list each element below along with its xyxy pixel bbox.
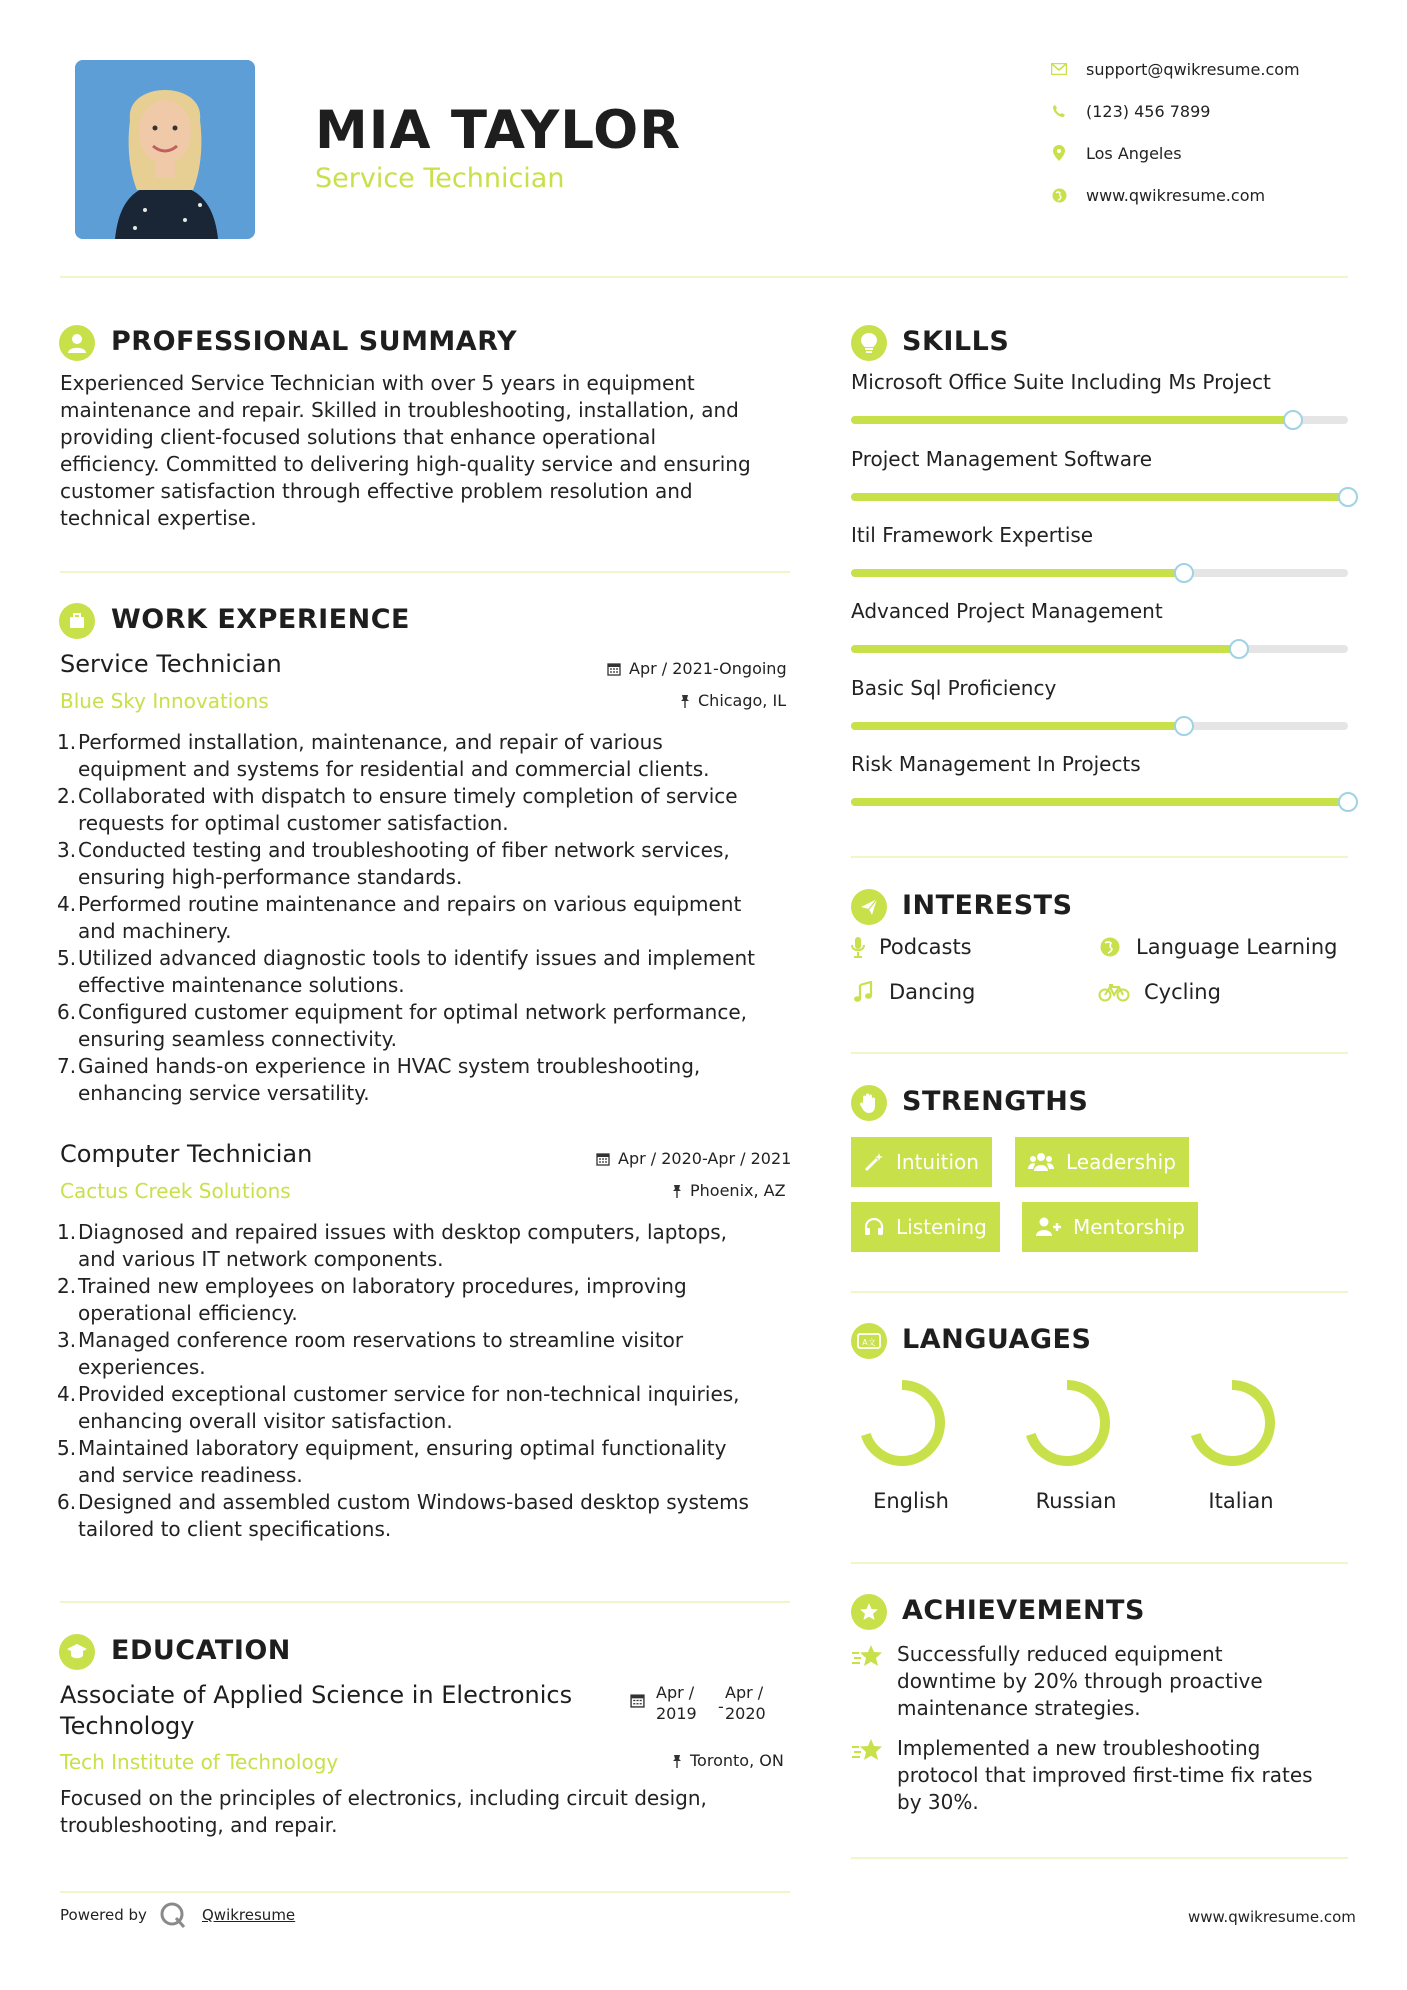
achievements-heading: ACHIEVEMENTS	[902, 1595, 1145, 1626]
language-ring	[1022, 1378, 1112, 1468]
skill-bar-fill	[851, 798, 1348, 806]
contact-email[interactable]	[1050, 57, 1300, 81]
users-icon	[1028, 1152, 1054, 1172]
pin-icon	[672, 1754, 682, 1768]
star-icon	[851, 1641, 887, 1722]
microphone-icon	[851, 935, 865, 959]
contact-location	[1050, 141, 1182, 165]
achievement-item: Implemented a new troubleshooting protocol that improved first-time fix rates by 30%.	[851, 1735, 1357, 1816]
education-description: Focused on the principles of electronics, including circuit design, troubleshooting, and repair.	[60, 1786, 707, 1837]
pin-icon	[672, 1184, 682, 1198]
pin-icon	[680, 694, 690, 708]
achievement-item: Successfully reduced equipment downtime by 20% through proactive maintenance strategies.	[851, 1641, 1357, 1722]
divider	[60, 571, 790, 573]
strength-chip: Leadership	[1015, 1137, 1189, 1187]
skill-label: Itil Framework Expertise	[851, 523, 1094, 547]
interests-heading: INTERESTS	[902, 890, 1073, 921]
skill-bar-knob	[1283, 410, 1303, 430]
interest-item: Podcasts	[851, 935, 972, 959]
list-item: 3. Managed conference room reservations to streamline visitor experiences.	[57, 1328, 684, 1379]
briefcase-icon	[59, 603, 95, 639]
skill-bar-knob	[1174, 716, 1194, 736]
skill-bar	[851, 569, 1348, 577]
education-start-date: Apr / 2019	[656, 1683, 697, 1723]
lightbulb-icon	[851, 325, 887, 361]
language-name: Italian	[1208, 1489, 1274, 1513]
skill-label: Basic Sql Proficiency	[851, 676, 1057, 700]
skill-bar	[851, 416, 1348, 424]
list-item: 3. Conducted testing and troubleshooting of fiber network services, ensuring high-performance standards.	[57, 838, 730, 889]
list-item: 5. Maintained laboratory equipment, ensuring optimal functionality and service readiness.	[57, 1436, 727, 1487]
paper-plane-icon	[851, 889, 887, 925]
language-ring	[1187, 1378, 1277, 1468]
strength-chip: Intuition	[851, 1137, 992, 1187]
music-note-icon	[851, 980, 875, 1004]
email-icon	[1050, 60, 1068, 78]
summary-heading: PROFESSIONAL SUMMARY	[111, 326, 518, 357]
location-icon	[1050, 144, 1068, 162]
education-end-date: Apr / 2020	[725, 1683, 766, 1723]
degree-title: Associate of Applied Science in Electronics Technology	[60, 1681, 573, 1740]
calendar-icon	[596, 1152, 610, 1166]
user-plus-icon	[1035, 1217, 1061, 1237]
powered-by-label: Powered by	[60, 1906, 147, 1924]
summary-text: Experienced Service Technician with over 5 years in equipment maintenance and repair. Skilled in troubleshooting, installation, and providing client-focused solutions that enhance operational efficiency. Committed to delivering high-quality service and ensuring customer satisfaction through effective problem resolution and technical expertise.	[60, 371, 751, 530]
calendar-icon	[607, 662, 621, 676]
list-item: 2. Trained new employees on laboratory procedures, improving operational efficiency.	[57, 1274, 687, 1325]
skill-bar-fill	[851, 722, 1184, 730]
contact-location-text: Los Angeles	[1086, 143, 1182, 163]
skill-bar	[851, 798, 1348, 806]
skill-bar-knob	[1338, 792, 1358, 812]
list-item: 4. Provided exceptional customer service for non-technical inquiries, enhancing overall visitor satisfaction.	[57, 1382, 740, 1433]
list-item: 5. Utilized advanced diagnostic tools to identify issues and implement effective maintenance solutions.	[57, 946, 756, 997]
magic-wand-icon	[864, 1152, 884, 1172]
language-ring	[857, 1378, 947, 1468]
phone-icon	[1050, 102, 1068, 120]
skill-bar	[851, 645, 1348, 653]
language-name: English	[873, 1489, 949, 1513]
contact-phone-text: (123) 456 7899	[1086, 101, 1211, 121]
qwikresume-logo-icon	[158, 1900, 188, 1934]
job-duties-list	[57, 729, 802, 1107]
user-icon	[59, 325, 95, 361]
skills-heading: SKILLS	[902, 326, 1010, 357]
interest-item: Cycling	[1098, 980, 1221, 1004]
skill-bar-fill	[851, 569, 1184, 577]
divider	[851, 1562, 1348, 1564]
skill-bar	[851, 493, 1348, 501]
list-item: 1. Diagnosed and repaired issues with desktop computers, laptops, and various IT network components.	[57, 1220, 728, 1271]
candidate-name: MIA TAYLOR	[315, 100, 682, 161]
language-name: Russian	[1035, 1489, 1117, 1513]
interest-item: Dancing	[851, 980, 975, 1004]
job-title: Computer Technician	[60, 1140, 313, 1168]
divider	[851, 856, 1348, 858]
skill-bar-knob	[1174, 563, 1194, 583]
list-item: 6. Configured customer equipment for optimal network performance, ensuring seamless connectivity.	[57, 1000, 747, 1051]
list-item: 4. Performed routine maintenance and repairs on various equipment and machinery.	[57, 892, 742, 943]
job-location: Chicago, IL	[680, 691, 786, 710]
profile-photo	[75, 60, 255, 239]
job-duties-list	[57, 1219, 802, 1543]
svg-text:A文: A文	[862, 1338, 876, 1347]
education-heading: EDUCATION	[111, 1635, 291, 1666]
education-date-separator: -	[718, 1697, 724, 1716]
strengths-heading: STRENGTHS	[902, 1086, 1089, 1117]
skill-label: Risk Management In Projects	[851, 752, 1141, 776]
skill-bar	[851, 722, 1348, 730]
experience-heading: WORK EXPERIENCE	[111, 604, 410, 635]
skill-bar-knob	[1229, 639, 1249, 659]
contact-email-text: support@qwikresume.com	[1086, 59, 1300, 79]
job-dates: Apr / 2021-Ongoing	[607, 659, 787, 678]
hand-icon	[851, 1085, 887, 1121]
calendar-icon	[630, 1693, 645, 1712]
list-item: 1. Performed installation, maintenance, and repair of various equipment and systems for residential and commercial clients.	[57, 730, 710, 781]
star-icon	[851, 1735, 887, 1816]
skill-bar-fill	[851, 416, 1293, 424]
skill-label: Microsoft Office Suite Including Ms Project	[851, 370, 1271, 394]
school-name: Tech Institute of Technology	[60, 1750, 339, 1774]
star-badge-icon	[851, 1594, 887, 1630]
divider	[851, 1857, 1348, 1859]
headphones-icon	[864, 1217, 884, 1237]
header-divider	[60, 276, 1348, 278]
contact-website[interactable]	[1050, 183, 1265, 207]
company-name: Cactus Creek Solutions	[60, 1179, 291, 1203]
company-name: Blue Sky Innovations	[60, 689, 269, 713]
translate-icon	[851, 1323, 887, 1359]
skill-label: Advanced Project Management	[851, 599, 1163, 623]
candidate-role: Service Technician	[315, 163, 565, 194]
languages-heading: LANGUAGES	[902, 1324, 1092, 1355]
interest-item: Language Learning	[1098, 935, 1337, 959]
job-title: Service Technician	[60, 650, 282, 678]
education-location: Toronto, ON	[672, 1751, 784, 1770]
bicycle-icon	[1098, 980, 1130, 1004]
list-item: 7. Gained hands-on experience in HVAC system troubleshooting, enhancing service versatility.	[57, 1054, 701, 1105]
divider	[851, 1291, 1348, 1293]
contact-phone[interactable]	[1050, 99, 1210, 123]
brand-link[interactable]: Qwikresume	[202, 1906, 296, 1924]
divider	[60, 1891, 790, 1893]
job-dates: Apr / 2020-Apr / 2021	[596, 1149, 791, 1168]
divider	[60, 1601, 790, 1603]
contact-website-text: www.qwikresume.com	[1086, 185, 1266, 205]
footer-website[interactable]: www.qwikresume.com	[1188, 1908, 1356, 1926]
skill-label: Project Management Software	[851, 447, 1153, 471]
skill-bar-knob	[1338, 487, 1358, 507]
skill-bar-fill	[851, 645, 1239, 653]
strength-chip: Mentorship	[1022, 1202, 1198, 1252]
divider	[851, 1052, 1348, 1054]
graduation-icon	[59, 1634, 95, 1670]
strength-chip: Listening	[851, 1202, 1000, 1252]
skill-bar-fill	[851, 493, 1348, 501]
globe-icon	[1098, 935, 1122, 959]
globe-icon	[1050, 186, 1068, 204]
list-item: 2. Collaborated with dispatch to ensure timely completion of service requests for optimal customer satisfaction.	[57, 784, 738, 835]
job-location: Phoenix, AZ	[672, 1181, 786, 1200]
list-item: 6. Designed and assembled custom Windows-based desktop systems tailored to client specifications.	[57, 1490, 749, 1541]
